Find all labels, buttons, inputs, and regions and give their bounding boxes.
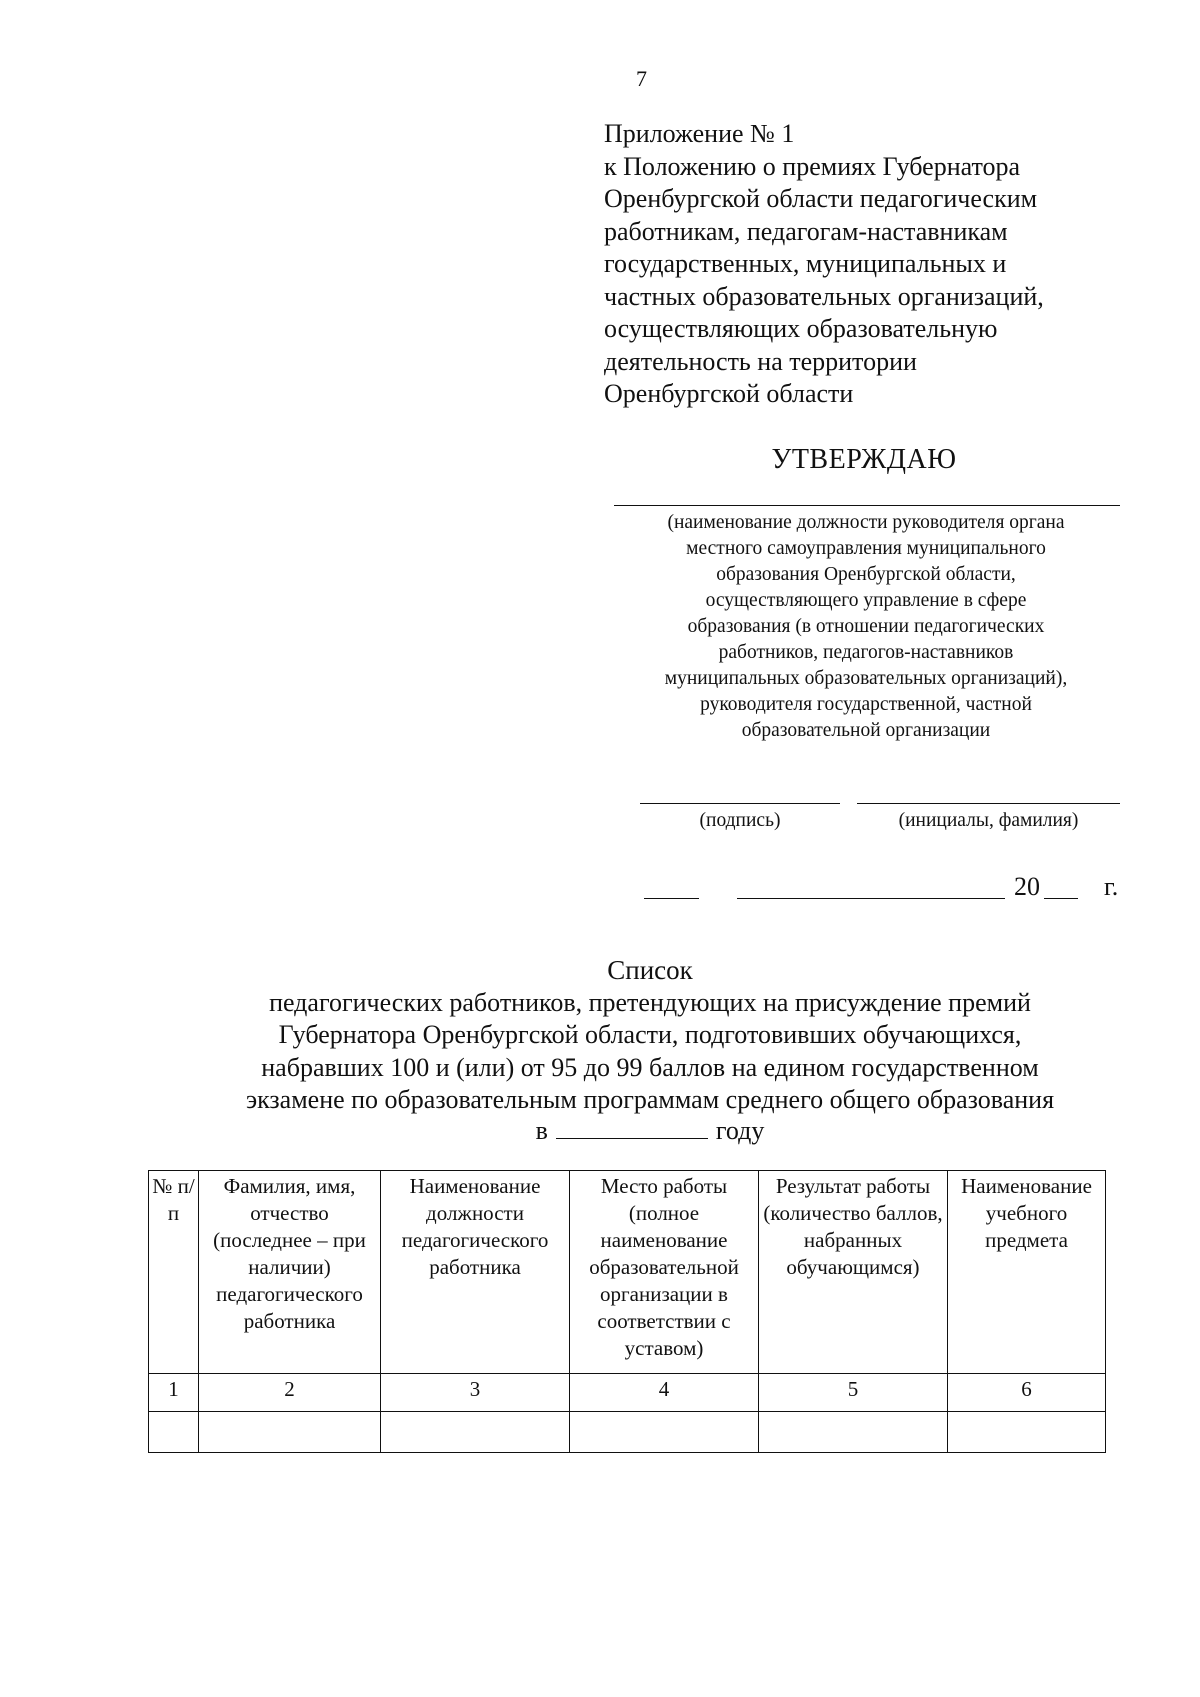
date-year-prefix: 20 bbox=[1014, 872, 1040, 901]
name-blank-line bbox=[857, 803, 1120, 804]
appendix-header bbox=[604, 118, 1124, 411]
header-result: Результат работы (количество баллов, набранных обучающимся) bbox=[759, 1171, 948, 1374]
title-year-suffix: году bbox=[715, 1116, 765, 1145]
position-note-line: осуществляющего управление в сфере bbox=[705, 590, 1027, 611]
table-cell bbox=[948, 1412, 1106, 1453]
page-number: 7 bbox=[636, 66, 647, 91]
title-line: Губернатора Оренбургской области, подготовивших обучающихся, bbox=[278, 1020, 1022, 1049]
position-blank-line bbox=[614, 505, 1120, 506]
appendix-line: частных образовательных организаций, bbox=[604, 281, 1044, 311]
column-number: 1 bbox=[149, 1374, 199, 1412]
appendix-line: работникам, педагогам-наставникам bbox=[604, 216, 1008, 246]
year-blank-line bbox=[1044, 898, 1078, 899]
table-row bbox=[149, 1412, 1106, 1453]
position-note-line: руководителя государственной, частной bbox=[700, 694, 1032, 715]
table-cell bbox=[759, 1412, 948, 1453]
title-line: набравших 100 и (или) от 95 до 99 баллов на едином государственном bbox=[261, 1052, 1039, 1082]
table-cell bbox=[570, 1412, 759, 1453]
document-title bbox=[150, 954, 1150, 1117]
appendix-line: Оренбургской области педагогическим bbox=[604, 184, 1038, 213]
position-note-line: образовательной организации bbox=[741, 720, 991, 741]
table-row bbox=[149, 1374, 1106, 1412]
table-cell bbox=[381, 1412, 570, 1453]
day-blank-line bbox=[644, 898, 699, 899]
column-number: 3 bbox=[381, 1374, 570, 1412]
title-line: педагогических работников, претендующих на присуждение премий bbox=[269, 987, 1031, 1017]
header-subject: Наименование учебного предмета bbox=[948, 1171, 1106, 1374]
signature-blank-line bbox=[640, 803, 840, 804]
candidates-table bbox=[148, 1170, 1106, 1453]
appendix-line: к Положению о премиях Губернатора bbox=[604, 151, 1021, 181]
table-cell bbox=[149, 1412, 199, 1453]
position-note-line: муниципальных образовательных организаций), bbox=[664, 668, 1068, 689]
position-note-line: местного самоуправления муниципального bbox=[686, 538, 1046, 559]
title-line: экзамене по образовательным программам среднего общего образования bbox=[245, 1085, 1055, 1114]
name-label: (инициалы, фамилия) bbox=[898, 810, 1079, 831]
column-number: 4 bbox=[570, 1374, 759, 1412]
position-note-line: (наименование должности руководителя органа bbox=[667, 512, 1065, 533]
approval-heading: УТВЕРЖДАЮ bbox=[771, 444, 957, 475]
position-note-line: работников, педагогов-наставников bbox=[718, 642, 1014, 663]
table-cell bbox=[199, 1412, 381, 1453]
position-note bbox=[612, 510, 1120, 744]
appendix-line: осуществляющих образовательную bbox=[604, 314, 998, 343]
table-header-row bbox=[149, 1171, 1106, 1374]
position-note-line: образования Оренбургской области, bbox=[716, 564, 1016, 585]
month-blank-line bbox=[737, 898, 1005, 899]
title-year-blank bbox=[556, 1116, 708, 1139]
column-number: 6 bbox=[948, 1374, 1106, 1412]
column-number: 2 bbox=[199, 1374, 381, 1412]
position-note-line: образования (в отношении педагогических bbox=[687, 616, 1045, 637]
column-number: 5 bbox=[759, 1374, 948, 1412]
title-year-line bbox=[150, 1116, 1150, 1146]
header-workplace: Место работы (полное наименование образовательной организации в соответствии с уставом) bbox=[570, 1171, 759, 1374]
date-year-suffix: г. bbox=[1104, 872, 1119, 901]
title-year-prefix: в bbox=[535, 1116, 548, 1145]
header-position: Наименование должности педагогического работника bbox=[381, 1171, 570, 1374]
header-full-name: Фамилия, имя, отчество (последнее – при наличии) педагогического работника bbox=[199, 1171, 381, 1374]
appendix-line: деятельность на территории bbox=[604, 346, 917, 376]
appendix-line: Приложение № 1 bbox=[604, 119, 795, 148]
appendix-line: государственных, муниципальных и bbox=[604, 249, 1007, 278]
appendix-line: Оренбургской области bbox=[604, 379, 854, 408]
signature-label: (подпись) bbox=[699, 810, 781, 831]
header-number: № п/п bbox=[149, 1171, 199, 1374]
title-heading: Список bbox=[607, 955, 693, 985]
